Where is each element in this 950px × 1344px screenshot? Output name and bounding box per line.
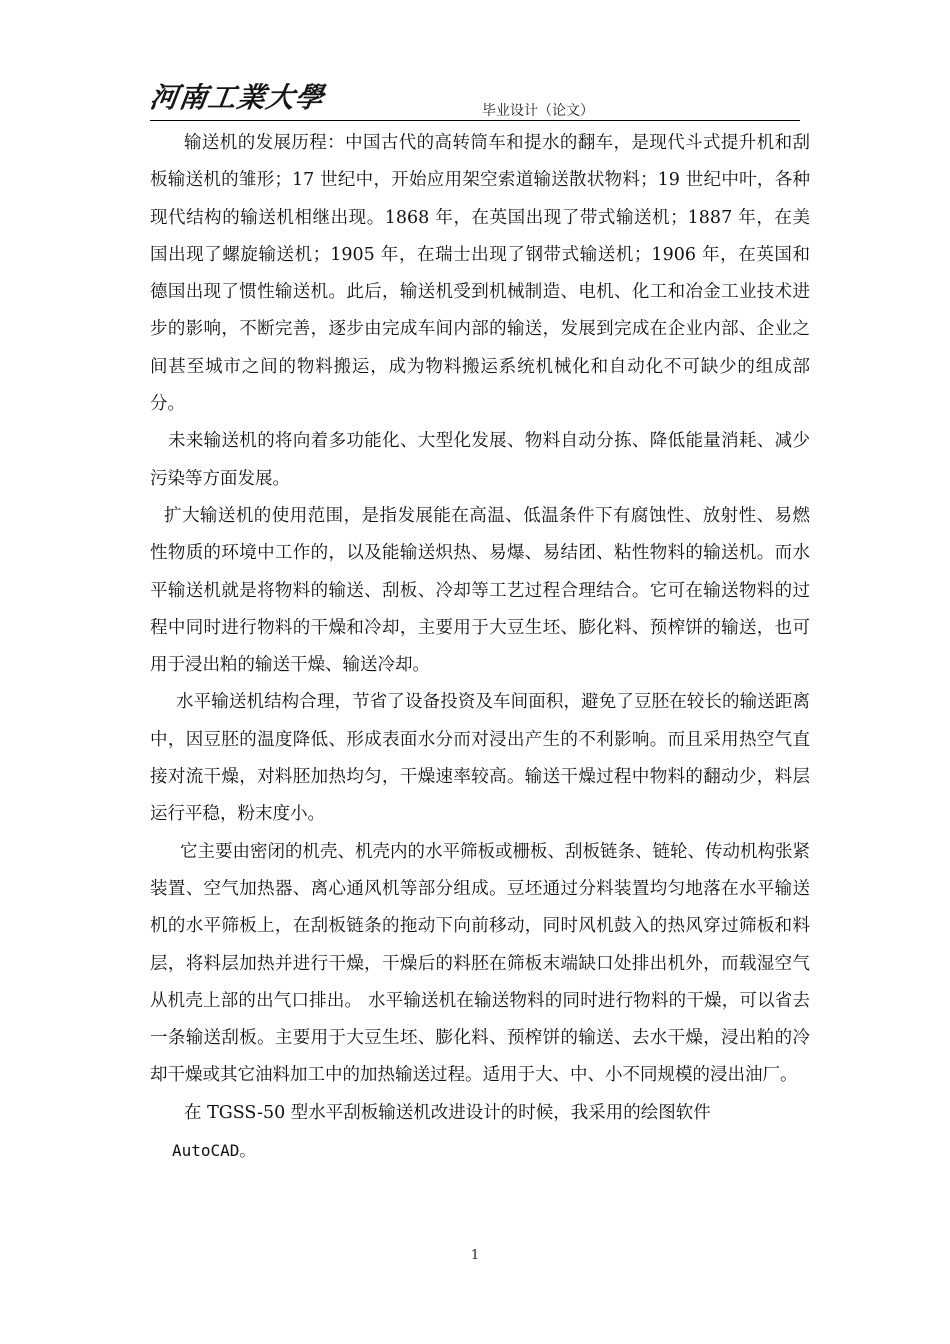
paragraph-software: 在 TGSS-50 型水平刮板输送机改进设计的时候，我采用的绘图软件 — [184, 1102, 711, 1123]
header-title: 毕业设计（论文） — [482, 103, 594, 119]
body-text — [150, 125, 810, 1169]
page-number: 1 — [470, 1248, 480, 1263]
paragraph-autocad: AutoCAD。 — [172, 1141, 256, 1161]
university-logo: 河南工業大學 — [147, 81, 327, 114]
paragraph-future: 未来输送机的将向着多功能化、大型化发展、物料自动分拣、降低能量消耗、减少污染等方面发展。 — [150, 431, 810, 489]
paragraph-range: 扩大输送机的使用范围，是指发展能在高温、低温条件下有腐蚀性、放射性、易燃性物质的环境中工作的，以及能输送炽热、易爆、易结团、粘性物料的输送机。而水平输送机就是将物料的输送、刮板、冷却等工艺过程合理结合。它可在输送物料的过程中同时进行物料的干燥和冷却，主要用于大豆生坯、膨化料、预榨饼的输送，也可用于浸出粕的输送干燥、输送冷却。 — [150, 505, 810, 676]
header-rule — [150, 120, 800, 121]
paragraph-history: 输送机的发展历程：中国古代的高转筒车和提水的翻车，是现代斗式提升机和刮板输送机的雏形；17 世纪中，开始应用架空索道输送散状物料；19 世纪中叶，各种现代结构的输送机相继出现。1868 年，在英国出现了带式输送机；1887 年，在美国出现了螺旋输送机；1905 年，在瑞士出现了钢带式输送机；1906 年，在英国和德国出现了惯性输送机。此后，输送机受到机械制造、电机、化工和冶金工业技术进步的影响，不断完善，逐步由完成车间内部的输送，发展到完成在企业内部、企业之间甚至城市之间的物料搬运，成为物料搬运系统机械化和自动化不可缺少的组成部分。 — [150, 133, 810, 415]
paragraph-components: 它主要由密闭的机壳、机壳内的水平筛板或栅板、刮板链条、链轮、传动机构张紧装置、空气加热器、离心通风机等部分组成。豆坯通过分料装置均匀地落在水平输送机的水平筛板上，在刮板链条的拖动下向前移动，同时风机鼓入的热风穿过筛板和料层，将料层加热并进行干燥，干燥后的料胚在筛板末端缺口处排出机外，而载湿空气从机壳上部的出气口排出。 水平输送机在输送物料的同时进行物料的干燥，可以省去一条输送刮板。主要用于大豆生坯、膨化料、预榨饼的输送、去水干燥，浸出粕的冷却干燥或其它油料加工中的加热输送过程。适用于大、中、小不同规模的浸出油厂。 — [150, 841, 810, 1086]
paragraph-structure: 水平输送机结构合理，节省了设备投资及车间面积，避免了豆胚在较长的输送距离中，因豆胚的温度降低、形成表面水分而对浸出产生的不利影响。而且采用热空气直接对流干燥，对料胚加热均匀，干燥速率较高。输送干燥过程中物料的翻动少，料层运行平稳，粉末度小。 — [150, 692, 810, 825]
